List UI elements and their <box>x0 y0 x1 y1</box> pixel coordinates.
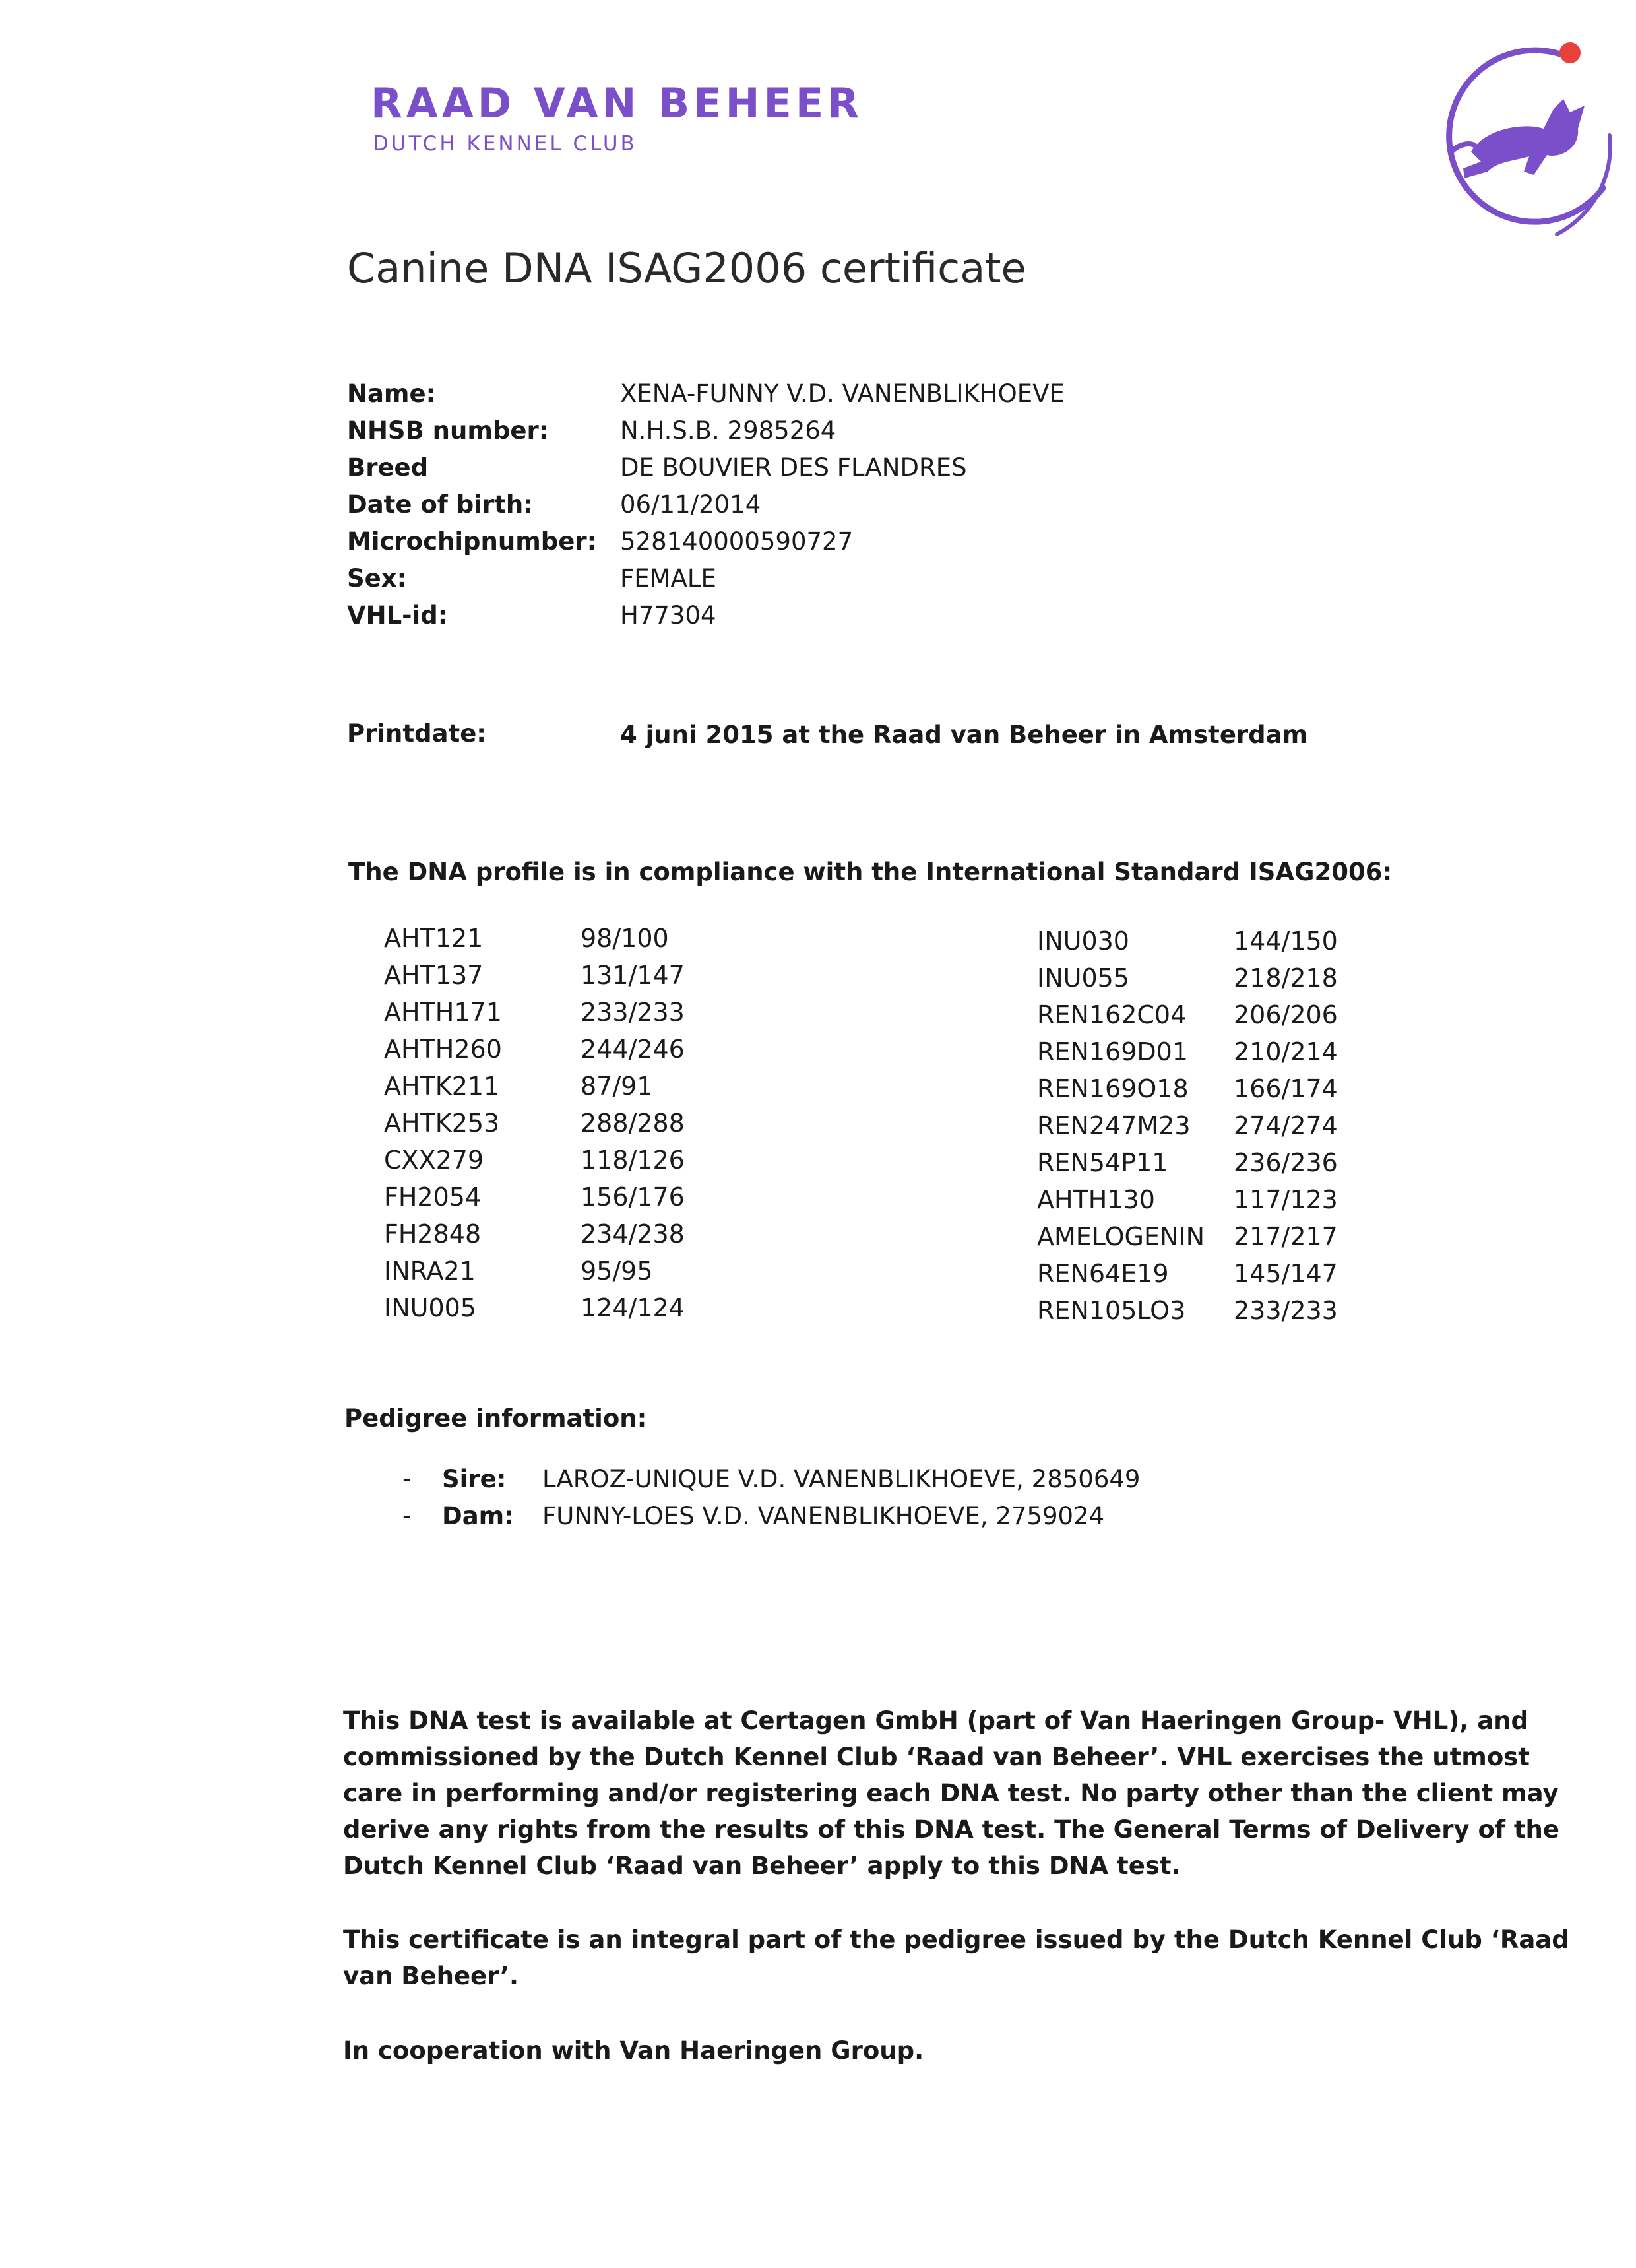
dna-marker: REN162C04 <box>1037 1000 1187 1029</box>
dna-allele: 87/91 <box>581 1072 653 1101</box>
dna-allele: 236/236 <box>1234 1148 1338 1177</box>
dna-marker: INRA21 <box>384 1256 476 1285</box>
dna-marker: INU005 <box>384 1293 476 1322</box>
pedigree-heading: Pedigree information: <box>344 1404 647 1433</box>
dna-marker: AHTK253 <box>384 1109 500 1138</box>
info-label-breed: Breed <box>347 453 429 482</box>
info-value-birth: 06/11/2014 <box>620 490 761 519</box>
kennel-club-logo-icon <box>1412 36 1623 247</box>
dna-marker: AHTH260 <box>384 1035 502 1064</box>
info-value-vhl: H77304 <box>620 601 716 630</box>
dna-marker: AHTH130 <box>1037 1185 1155 1214</box>
info-value-breed: DE BOUVIER DES FLANDRES <box>620 453 967 482</box>
dna-allele: 206/206 <box>1234 1000 1338 1029</box>
dna-allele: 118/126 <box>581 1146 685 1175</box>
dna-allele: 131/147 <box>581 961 685 990</box>
dna-allele: 156/176 <box>581 1183 685 1212</box>
dna-allele: 288/288 <box>581 1109 685 1138</box>
brand-title: RAAD VAN BEHEER <box>371 79 863 127</box>
info-value-nhsb: N.H.S.B. 2985264 <box>620 416 836 445</box>
dna-marker: REN54P11 <box>1037 1148 1168 1177</box>
info-label-nhsb: NHSB number: <box>347 416 549 445</box>
info-label-sex: Sex: <box>347 564 407 593</box>
dna-marker: REN247M23 <box>1037 1111 1191 1140</box>
info-label-birth: Date of birth: <box>347 490 533 519</box>
sire-label: Sire: <box>442 1465 507 1493</box>
dna-marker: REN105LO3 <box>1037 1296 1186 1325</box>
dna-marker: REN64E19 <box>1037 1259 1169 1288</box>
dna-allele: 217/217 <box>1234 1222 1338 1251</box>
dna-allele: 145/147 <box>1234 1259 1338 1288</box>
info-value-sex: FEMALE <box>620 564 716 593</box>
dna-marker: INU030 <box>1037 926 1129 956</box>
dna-marker: AHT137 <box>384 961 484 990</box>
dna-allele: 234/238 <box>581 1219 685 1248</box>
printdate-value: 4 juni 2015 at the Raad van Beheer in Amsterdam <box>620 721 1308 749</box>
dna-profile-heading: The DNA profile is in compliance with the International Standard ISAG2006: <box>348 858 1393 886</box>
dna-allele: 98/100 <box>581 924 669 953</box>
dna-allele: 233/233 <box>1234 1296 1338 1325</box>
dna-allele: 244/246 <box>581 1035 685 1064</box>
dna-marker: CXX279 <box>384 1146 484 1175</box>
document-title: Canine DNA ISAG2006 certificate <box>347 244 1026 292</box>
dna-marker: AHTH171 <box>384 998 502 1027</box>
dna-allele: 210/214 <box>1234 1037 1338 1066</box>
dna-marker: AMELOGENIN <box>1037 1222 1205 1251</box>
dna-allele: 218/218 <box>1234 963 1338 992</box>
printdate-label: Printdate: <box>347 719 487 748</box>
info-value-name: XENA-FUNNY V.D. VANENBLIKHOEVE <box>620 379 1065 408</box>
dna-marker: FH2848 <box>384 1219 482 1248</box>
dna-allele: 233/233 <box>581 998 685 1027</box>
dna-marker: REN169D01 <box>1037 1037 1188 1066</box>
pedigree-bullet: - <box>402 1465 412 1493</box>
integral-part-paragraph: This certificate is an integral part of the pedigree issued by the Dutch Kennel Club ‘Raad van Beheer’. <box>343 1926 1569 1990</box>
dam-value: FUNNY-LOES V.D. VANENBLIKHOEVE, 2759024 <box>542 1502 1105 1530</box>
dna-marker: AHT121 <box>384 924 484 953</box>
sire-value: LAROZ-UNIQUE V.D. VANENBLIKHOEVE, 2850649 <box>542 1465 1141 1493</box>
dna-allele: 124/124 <box>581 1293 685 1322</box>
dna-allele: 144/150 <box>1234 926 1338 956</box>
info-label-vhl: VHL-id: <box>347 601 448 630</box>
dna-allele: 95/95 <box>581 1256 653 1285</box>
dam-label: Dam: <box>442 1502 515 1530</box>
dna-allele: 166/174 <box>1234 1074 1338 1103</box>
info-label-name: Name: <box>347 379 436 408</box>
dna-marker: REN169O18 <box>1037 1074 1189 1103</box>
disclaimer-paragraph: This DNA test is available at Certagen GmbH (part of Van Haeringen Group- VHL), and commissioned by the Dutch Kennel Club ‘Raad van Beheer’. VHL exercises the utmost care in performing and/or registering each DNA test. No party other than the client may derive any rights from the results of this DNA test. The General Terms of Delivery of the Dutch Kennel Club ‘Raad van Beheer’ apply to this DNA test. <box>343 1706 1559 1880</box>
brand-subtitle: DUTCH KENNEL CLUB <box>373 132 637 156</box>
dna-marker: INU055 <box>1037 963 1129 992</box>
pedigree-bullet: - <box>402 1502 412 1530</box>
cooperation-paragraph: In cooperation with Van Haeringen Group. <box>343 2036 924 2065</box>
dna-allele: 274/274 <box>1234 1111 1338 1140</box>
dna-marker: FH2054 <box>384 1183 482 1212</box>
info-value-microchip: 528140000590727 <box>620 527 854 556</box>
dna-marker: AHTK211 <box>384 1072 500 1101</box>
dna-allele: 117/123 <box>1234 1185 1338 1214</box>
info-label-microchip: Microchipnumber: <box>347 527 597 556</box>
